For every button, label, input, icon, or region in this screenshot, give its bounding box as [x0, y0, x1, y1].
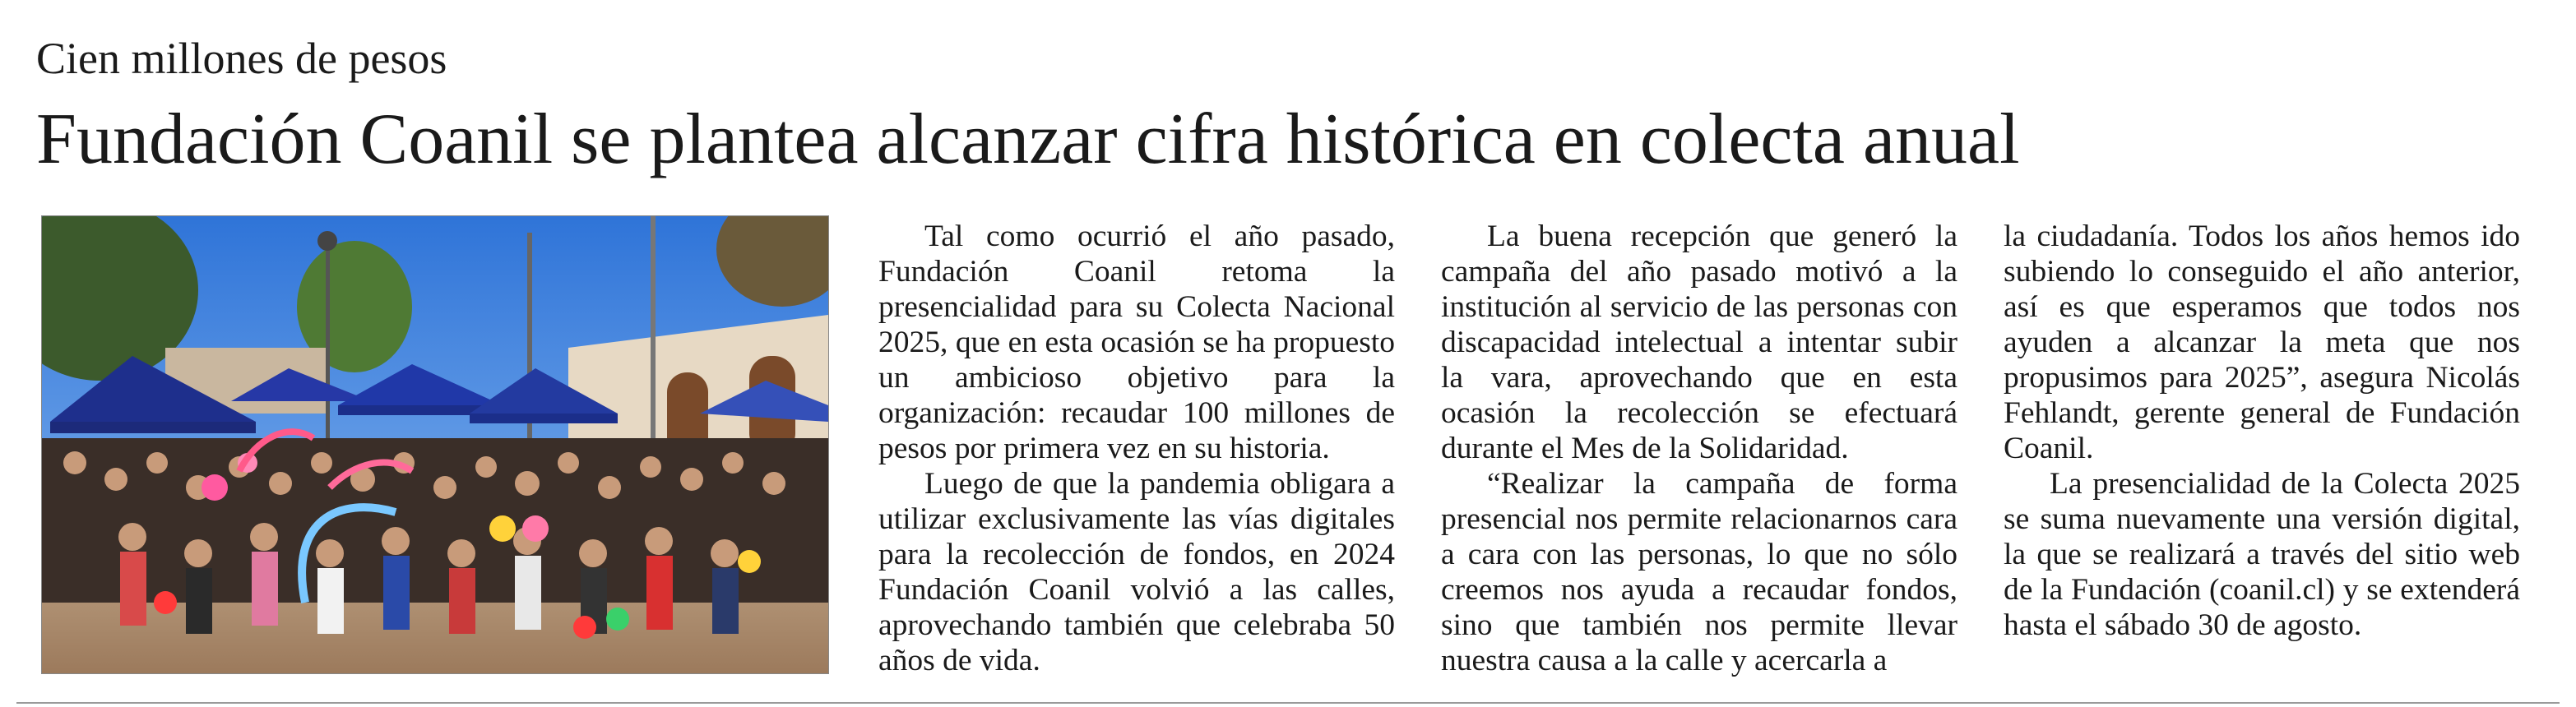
paragraph: Tal como ocurrió el año pasado, Fundación Coanil retoma la presencialidad para su Colecta Nacional 2025, que en esta ocasión se ha propuesto un ambicioso objetivo para la organización: recaudar 100 millones de pesos por primera vez en su historia.: [878, 219, 1395, 465]
article-column-1: [878, 219, 1395, 678]
paragraph: La presencialidad de la Colecta 2025 se suma nuevamente una versión digital, la que se realizará a través del sitio web de la Fundación (coanil.cl) y se extenderá hasta el sábado 30 de agosto.: [2004, 467, 2520, 642]
photo-crowd-festival-icon: [42, 216, 828, 673]
paragraph: “Realizar la campaña de forma presencial nos permite relacionarnos cara a cara con las personas, lo que no sólo creemos nos ayuda a recaudar fondos, sino que también nos permite llevar nuestra causa a la calle y acercarla a: [1441, 467, 1957, 677]
article-headline: Fundación Coanil se plantea alcanzar cifra histórica en colecta anual: [36, 99, 2020, 179]
article-photo: [41, 215, 829, 674]
article-kicker: Cien millones de pesos: [36, 34, 447, 83]
paragraph: la ciudadanía. Todos los años hemos ido subiendo lo conseguido el año anterior, así es que esperamos que todos nos ayuden a alcanzar la meta que nos propusimos para 2025”, asegura Nicolás Fehlandt, gerente general de Fundación Coanil.: [2004, 219, 2520, 465]
article-column-3: [2004, 219, 2520, 643]
article-column-2: [1441, 219, 1957, 678]
paragraph: La buena recepción que generó la campaña del año pasado motivó a la institución al servicio de las personas con discapacidad intelectual a intentar subir la vara, aprovechando que en esta ocasión la recolección se efectuará durante el Mes de la Solidaridad.: [1441, 219, 1957, 465]
bottom-divider: [16, 702, 2560, 704]
paragraph: Luego de que la pandemia obligara a utilizar exclusivamente las vías digitales para la recolección de fondos, en 2024 Fundación Coanil volvió a las calles, aprovechando también que celebraba 50 años de vida.: [878, 467, 1395, 677]
